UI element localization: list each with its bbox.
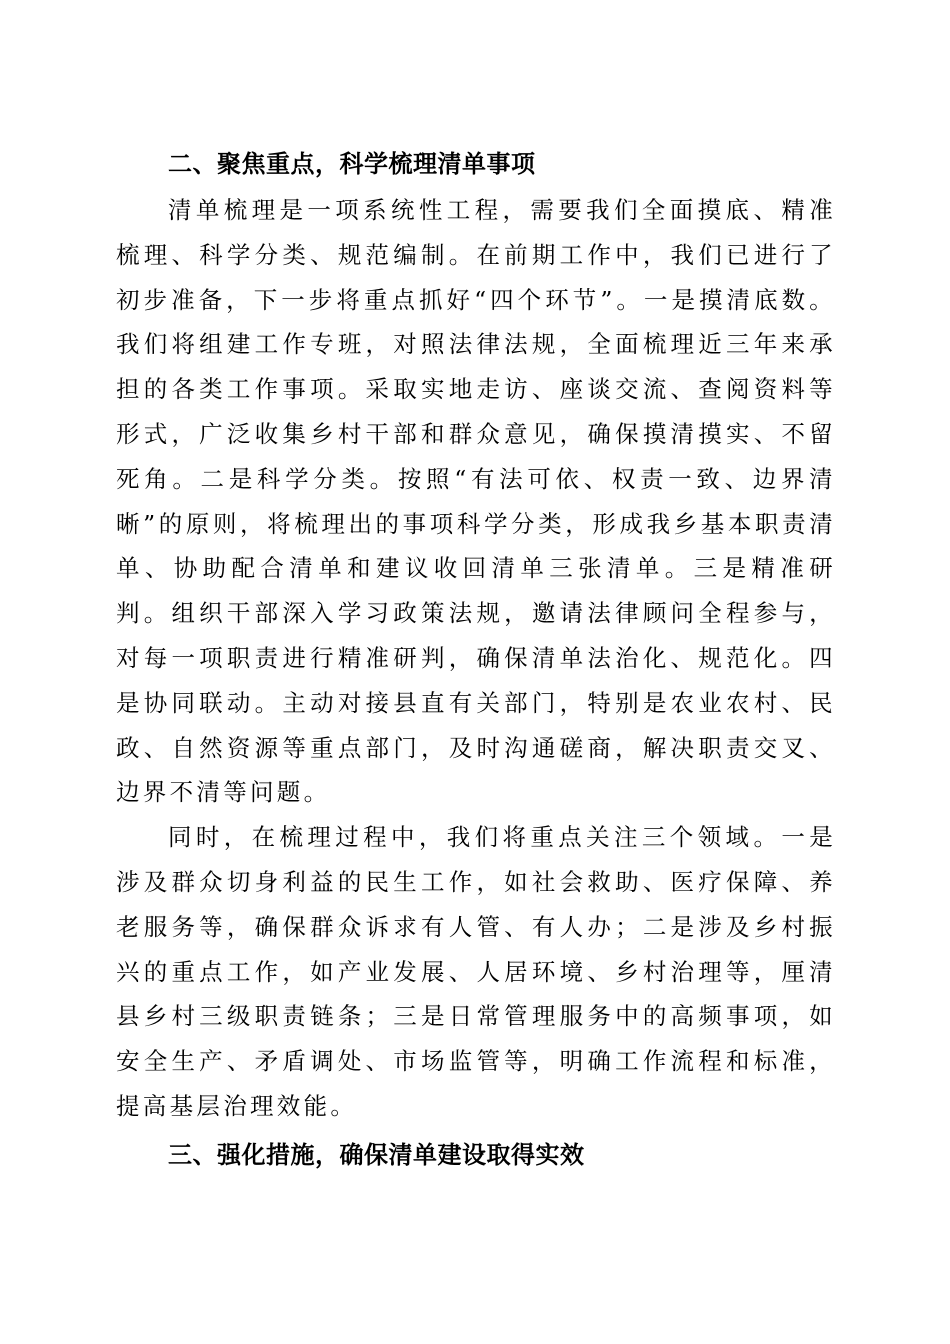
section-heading-2: 二、聚焦重点，科学梳理清单事项 (168, 150, 536, 178)
paragraph-1: 清单梳理是一项系统性工程，需要我们全面摸底、精准梳理、科学分类、规范编制。在前期工作中，我们已进行了初步准备，下一步将重点抓好“四个环节”。一是摸清底数。我们将组建工作专班，对照法律法规，全面梳理近三年来承担的各类工作事项。采取实地走访、座谈交流、查阅资料等形式，广泛收集乡村干部和群众意见，确保摸清摸实、不留死角。二是科学分类。按照“有法可依、权责一致、边界清晰”的原则，将梳理出的事项科学分类，形成我乡基本职责清单、协助配合清单和建议收回清单三张清单。三是精准研判。组织干部深入学习政策法规，邀请法律顾问全程参与，对每一项职责进行精准研判，确保清单法治化、规范化。四是协同联动。主动对接县直有关部门，特别是农业农村、民政、自然资源等重点部门，及时沟通磋商，解决职责交叉、边界不清等问题。 (116, 196, 836, 807)
section-heading-3: 三、强化措施，确保清单建设取得实效 (168, 1140, 585, 1169)
paragraph-2: 同时，在梳理过程中，我们将重点关注三个领域。一是涉及群众切身利益的民生工作，如社会救助、医疗保障、养老服务等，确保群众诉求有人管、有人办；二是涉及乡村振兴的重点工作，如产业发展、人居环境、乡村治理等，厘清县乡村三级职责链条；三是日常管理服务中的高频事项，如安全生产、矛盾调处、市场监管等，明确工作流程和标准，提高基层治理效能。 (116, 823, 836, 1120)
document-body (116, 142, 836, 1177)
